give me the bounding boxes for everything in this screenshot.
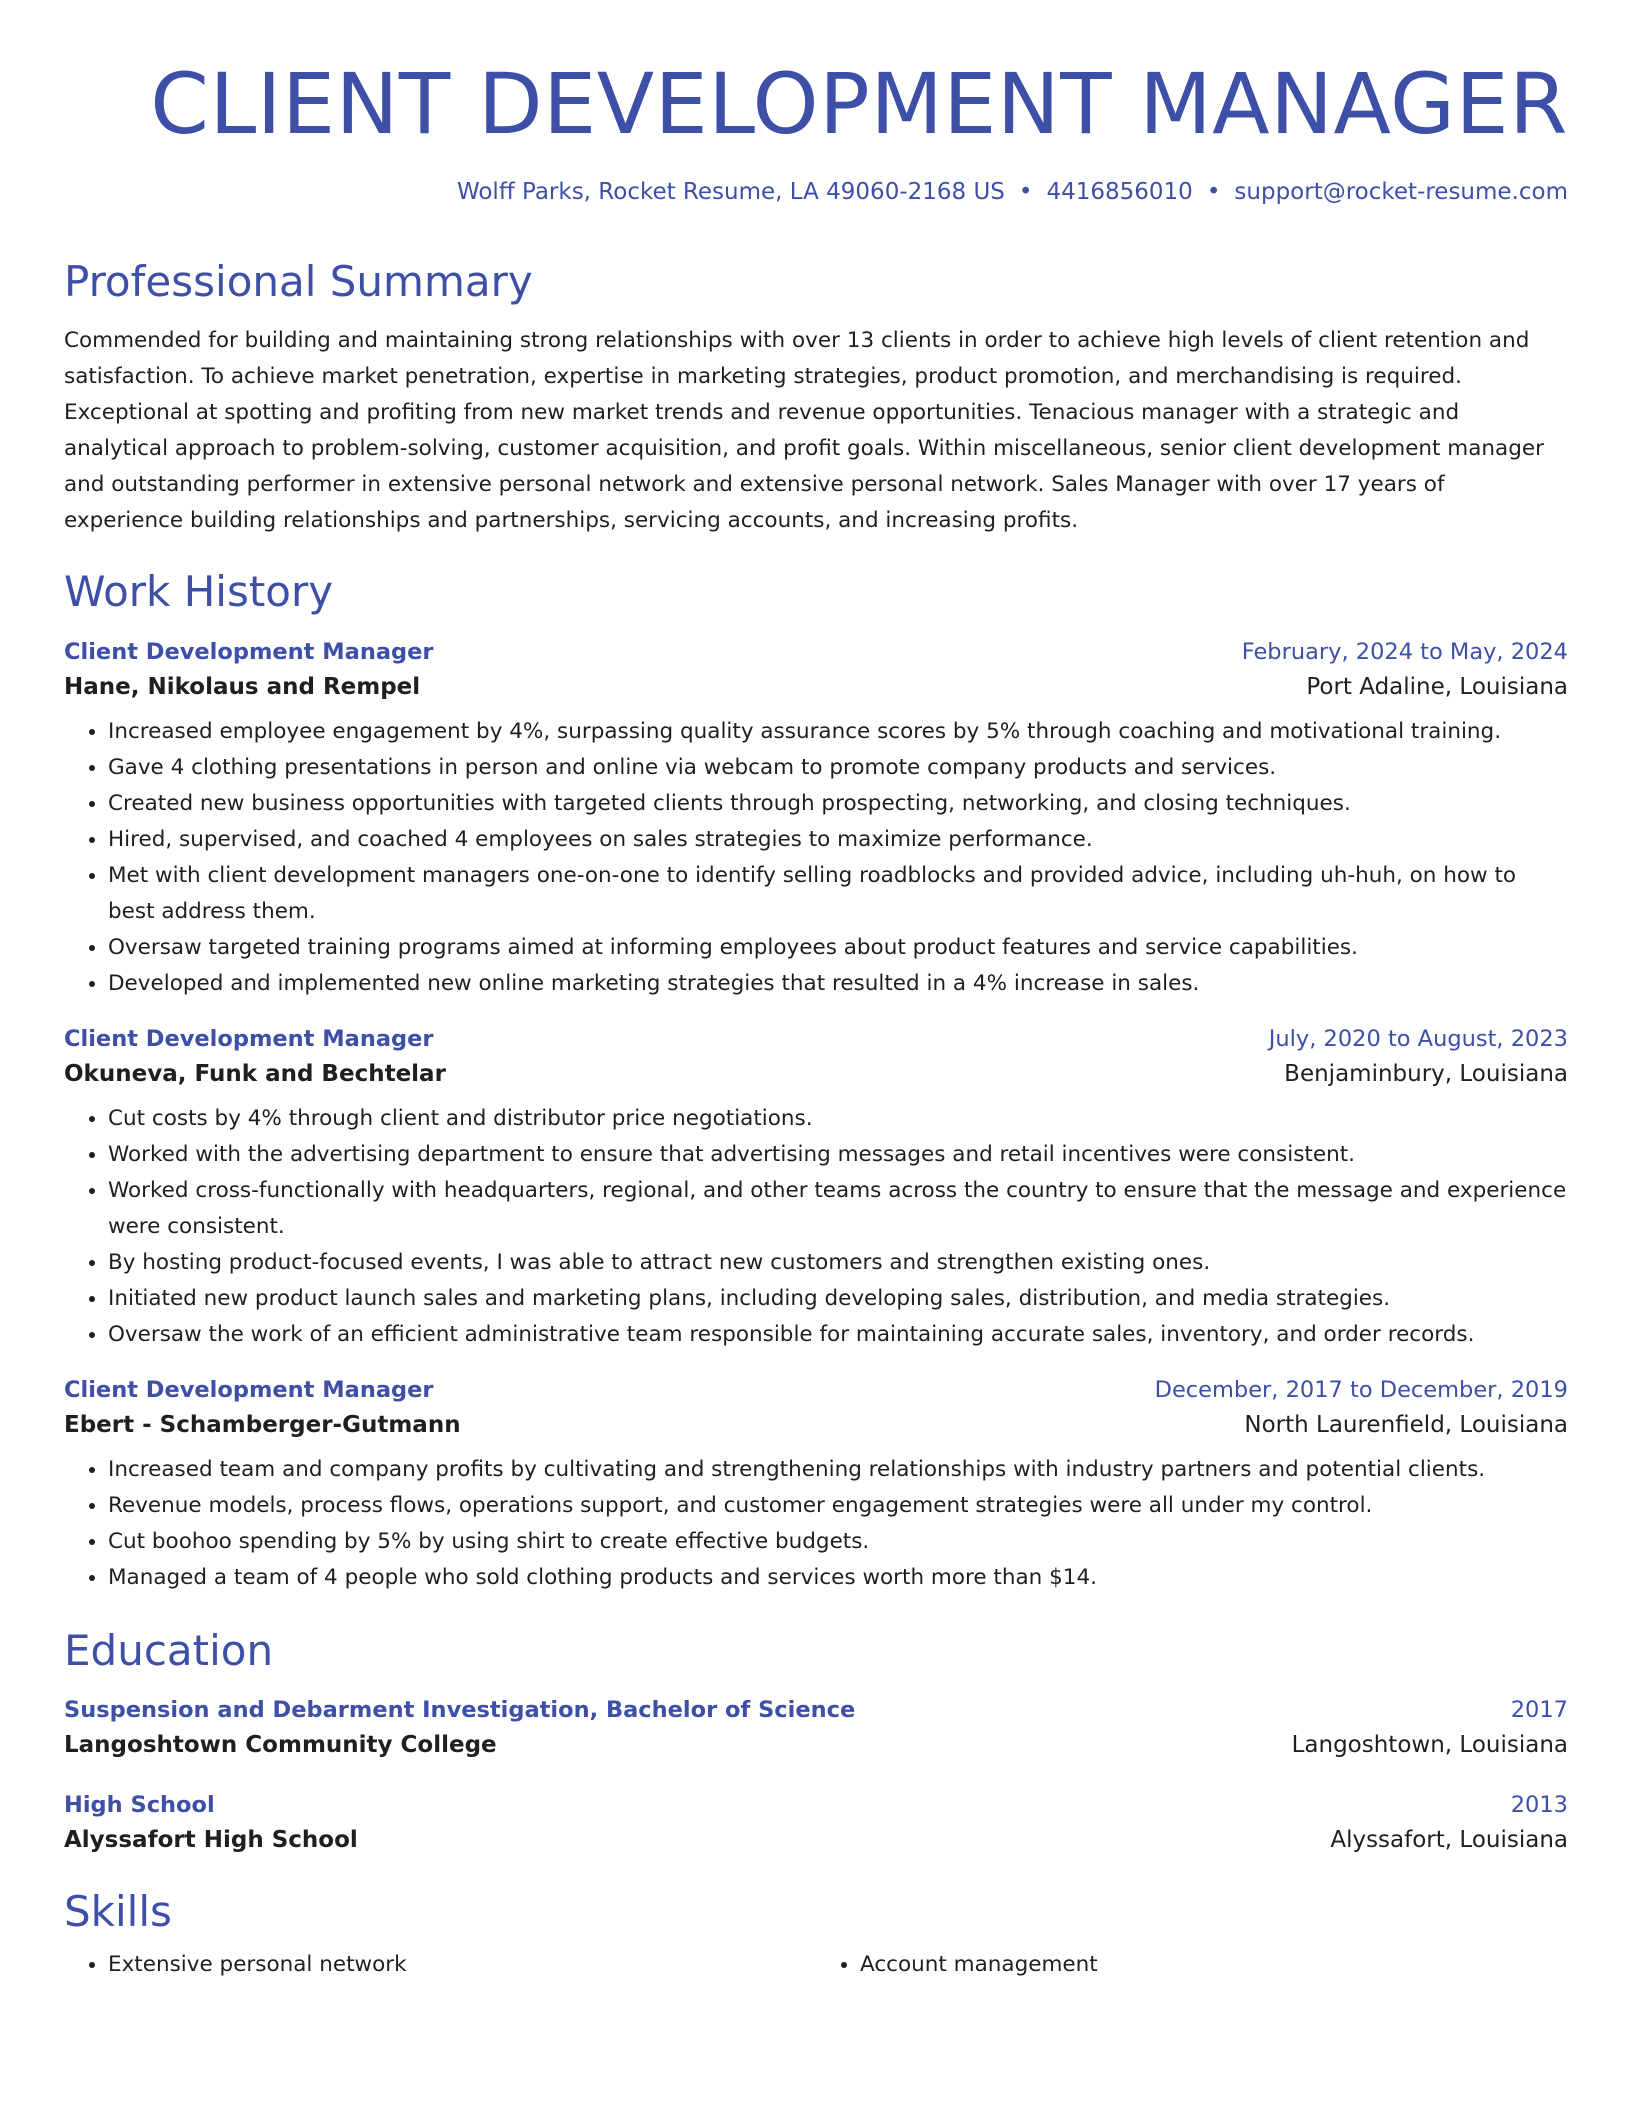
summary-heading: Professional Summary [64, 256, 533, 306]
education-school: Langoshtown Community College [64, 1731, 497, 1758]
education-year: 2013 [1510, 1791, 1568, 1818]
job-dates: July, 2020 to August, 2023 [1268, 1026, 1568, 1053]
job-bullet: • Oversaw the work of an efficient administrative team responsible for maintaining accurate sales, inventory, and order records. [108, 1317, 1568, 1353]
job-bullet: • Cut boohoo spending by 5% by using shirt to create effective budgets. [108, 1524, 1568, 1560]
education-degree: Suspension and Debarment Investigation, Bachelor of Science [64, 1696, 856, 1723]
skill-item: • Account management [860, 1947, 1568, 1983]
contact-line [64, 179, 1568, 205]
job-bullet: • Increased employee engagement by 4%, surpassing quality assurance scores by 5% through coaching and motivational training. [108, 714, 1568, 750]
job-company: Ebert - Schamberger-Gutmann [64, 1412, 461, 1439]
job-bullets [64, 1452, 1568, 1596]
job-bullet: • Hired, supervised, and coached 4 employees on sales strategies to maximize performance. [108, 822, 1568, 858]
job-location: Benjaminbury, Louisiana [1284, 1061, 1568, 1088]
job-entry [64, 639, 1568, 1002]
summary-text: Commended for building and maintaining strong relationships with over 13 clients in order to achieve high levels of client retention and satisfaction. To achieve market penetration, expertise in marketing strategies, product promotion, and merchandising is required. Exceptional at spotting and profiting from new market trends and revenue opportunities. Tenacious manager with a strategic and analytical approach to problem-solving, customer acquisition, and profit goals. Within miscellaneous, senior client development manager and outstanding performer in extensive personal network and extensive personal network. Sales Manager with over 17 years of experience building relationships and partnerships, servicing accounts, and increasing profits. [64, 327, 1544, 533]
job-entry [64, 1026, 1568, 1353]
job-bullet: • Worked cross-functionally with headquarters, regional, and other teams across the country to ensure that the message and experience were consistent. [108, 1173, 1568, 1245]
job-bullet: • Oversaw targeted training programs aimed at informing employees about product features and service capabilities. [108, 930, 1568, 966]
job-bullet: • Initiated new product launch sales and marketing plans, including developing sales, distribution, and media strategies. [108, 1281, 1568, 1317]
education-degree: High School [64, 1791, 215, 1818]
job-company: Okuneva, Funk and Bechtelar [64, 1061, 446, 1088]
job-bullet: • Increased team and company profits by cultivating and strengthening relationships with industry partners and potential clients. [108, 1452, 1568, 1488]
contact-phone: 4416856010 [1046, 178, 1193, 205]
contact-separator: • [1018, 178, 1033, 205]
education-school: Alyssafort High School [64, 1826, 358, 1853]
job-entry [64, 1377, 1568, 1596]
job-bullet: • Gave 4 clothing presentations in person and online via webcam to promote company products and services. [108, 750, 1568, 786]
job-company: Hane, Nikolaus and Rempel [64, 674, 421, 701]
education-year: 2017 [1510, 1696, 1568, 1723]
job-bullet: • Managed a team of 4 people who sold clothing products and services worth more than $14. [108, 1560, 1568, 1596]
education-entry [64, 1697, 1568, 1758]
job-bullet: • Developed and implemented new online marketing strategies that resulted in a 4% increase in sales. [108, 966, 1568, 1002]
skills-column-right [816, 1947, 1568, 1983]
education-heading: Education [64, 1626, 274, 1676]
resume-title: CLIENT DEVELOPMENT MANAGER [150, 55, 1568, 153]
work-history-heading: Work History [64, 566, 334, 616]
job-bullet: • Met with client development managers one-on-one to identify selling roadblocks and provided advice, including uh-huh, on how to best address them. [108, 858, 1568, 930]
skills-list [64, 1947, 1568, 1983]
skills-column-left [64, 1947, 816, 1983]
skill-item: • Extensive personal network [108, 1947, 816, 1983]
job-bullets [64, 1101, 1568, 1353]
education-location: Alyssafort, Louisiana [1330, 1826, 1568, 1853]
job-location: North Laurenfield, Louisiana [1244, 1412, 1568, 1439]
job-bullet: • Created new business opportunities with targeted clients through prospecting, networking, and closing techniques. [108, 786, 1568, 822]
job-role: Client Development Manager [64, 1377, 434, 1404]
job-bullet: • Revenue models, process flows, operations support, and customer engagement strategies were all under my control. [108, 1488, 1568, 1524]
job-role: Client Development Manager [64, 639, 434, 666]
education-location: Langoshtown, Louisiana [1291, 1731, 1568, 1758]
job-role: Client Development Manager [64, 1026, 434, 1053]
education-entry [64, 1792, 1568, 1853]
job-location: Port Adaline, Louisiana [1306, 674, 1568, 701]
contact-separator: • [1206, 178, 1221, 205]
contact-email[interactable]: support@rocket-resume.com [1234, 178, 1568, 205]
job-bullets [64, 714, 1568, 1002]
skills-heading: Skills [64, 1886, 172, 1936]
job-bullet: • Worked with the advertising department to ensure that advertising messages and retail incentives were consistent. [108, 1137, 1568, 1173]
contact-address: Wolff Parks, Rocket Resume, LA 49060-2168 US [456, 178, 1005, 205]
job-bullet: • By hosting product-focused events, I was able to attract new customers and strengthen existing ones. [108, 1245, 1568, 1281]
job-bullet: • Cut costs by 4% through client and distributor price negotiations. [108, 1101, 1568, 1137]
job-dates: December, 2017 to December, 2019 [1154, 1377, 1568, 1404]
job-dates: February, 2024 to May, 2024 [1241, 639, 1568, 666]
